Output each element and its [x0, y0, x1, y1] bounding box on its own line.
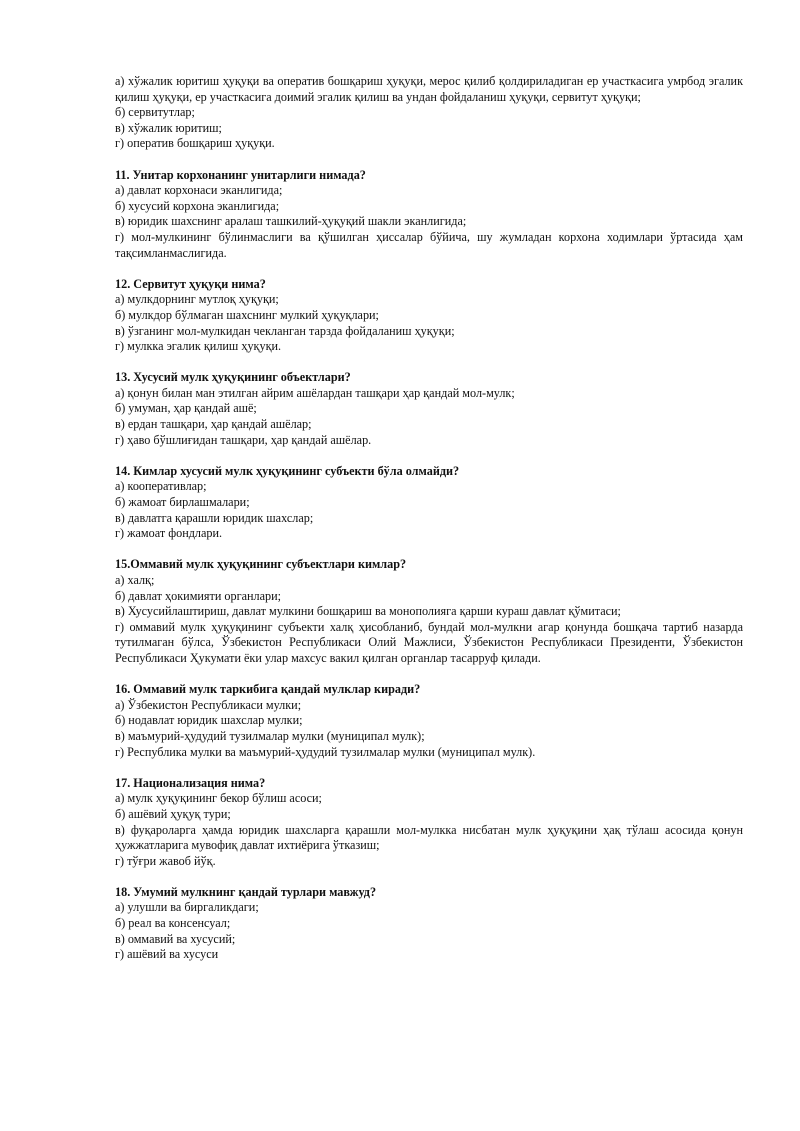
- option-c: в) Хусусийлаштириш, давлат мулкини бошқариш ва монополияга қарши кураш давлат қўмитаси;: [115, 604, 621, 619]
- question-title: 12. Сервитут ҳуқуқи нима?: [115, 276, 266, 291]
- question-18: [115, 885, 743, 963]
- question-title: 18. Умумий мулкнинг қандай турлари мавжуд?: [115, 884, 377, 899]
- option-d: г) мулкка эгалик қилиш ҳуқуқи.: [115, 339, 282, 354]
- option-b: б) умуман, ҳар қандай ашё;: [115, 401, 257, 416]
- option-b: б) мулкдор бўлмаган шахснинг мулкий ҳуқуқлари;: [115, 307, 379, 322]
- option-c: в) хўжалик юритиш;: [115, 120, 222, 135]
- question-15: [115, 557, 743, 666]
- question-14: [115, 464, 743, 542]
- option-c: в) фуқароларга ҳамда юридик шахсларга қарашли мол-мулкка нисбатан мулк ҳуқуқини ҳақ тўлаш асосида қонун ҳужжатларига мувофиқ давлат ихтиёрига ўтказиш;: [115, 822, 743, 853]
- question-13: [115, 370, 743, 448]
- option-b: б) ашёвий ҳуқуқ тури;: [115, 806, 231, 821]
- question-title: 17. Национализация нима?: [115, 775, 266, 790]
- option-d: г) оммавий мулк ҳуқуқининг субъекти халқ ҳисобланиб, бундай мол-мулкни агар қонунда бошқача тартиб назарда тутилмаган бўлса, Ўзбекистон Республикаси Олий Мажлиси, Ўзбекистон Республикаси Президенти, Ўзбекистон Республикаси Ҳукумати ёки улар махсус вакил қилган органлар тасарруф қилади.: [115, 619, 743, 665]
- option-a: а) Ўзбекистон Республикаси мулки;: [115, 697, 302, 712]
- document-page: [115, 74, 743, 978]
- question-16: [115, 682, 743, 760]
- option-b: б) хусусий корхона эканлигида;: [115, 198, 280, 213]
- option-d: г) мол-мулкининг бўлинмаслиги ва қўшилган ҳиссалар бўйича, шу жумладан корхона ходимлари ўртасида ҳам тақсимланмаслигида.: [115, 229, 743, 260]
- option-a: а) улушли ва биргаликдаги;: [115, 900, 259, 915]
- question-17: [115, 776, 743, 870]
- option-c: в) ердан ташқари, ҳар қандай ашёлар;: [115, 417, 312, 432]
- option-c: в) давлатга қарашли юридик шахслар;: [115, 510, 314, 525]
- question-12: [115, 277, 743, 355]
- option-d: г) ашёвий ва хусуси: [115, 947, 219, 962]
- question-title: 15.Оммавий мулк ҳуқуқининг субъектлари кимлар?: [115, 557, 407, 572]
- question-title: 13. Хусусий мулк ҳуқуқининг объектлари?: [115, 370, 351, 385]
- question-title: 11. Унитар корхонанинг унитарлиги нимада?: [115, 167, 366, 182]
- option-d: г) оператив бошқариш ҳуқуқи.: [115, 136, 275, 151]
- intro-block: [115, 74, 743, 152]
- option-d: г) жамоат фондлари.: [115, 526, 223, 541]
- option-b: б) сервитутлар;: [115, 105, 195, 120]
- option-d: г) ҳаво бўшлиғидан ташқари, ҳар қандай ашёлар.: [115, 432, 372, 447]
- option-d: г) Республика мулки ва маъмурий-ҳудудий тузилмалар мулки (муниципал мулк).: [115, 744, 536, 759]
- option-d: г) тўғри жавоб йўқ.: [115, 853, 216, 868]
- option-a: а) халқ;: [115, 573, 155, 587]
- option-a: а) давлат корхонаси эканлигида;: [115, 183, 283, 198]
- option-a: а) кооперативлар;: [115, 479, 207, 494]
- question-11: [115, 168, 743, 262]
- option-c: в) оммавий ва хусусий;: [115, 931, 236, 946]
- option-c: в) маъмурий-ҳудудий тузилмалар мулки (муниципал мулк);: [115, 728, 425, 743]
- option-c: в) ўзганинг мол-мулкидан чекланган тарзда фойдаланиш ҳуқуқи;: [115, 323, 455, 338]
- option-b: б) реал ва консенсуал;: [115, 916, 231, 931]
- option-a: а) хўжалик юритиш ҳуқуқи ва оператив бошқариш ҳуқуқи, мерос қилиб қолдириладиган ер участкасига умрбод эгалик қилиш ҳуқуқи, ер участкасига доимий эгалик қилиш ва ундан фойдаланиш ҳуқуқи, сервитут ҳуқуқи;: [115, 74, 743, 104]
- option-b: б) нодавлат юридик шахслар мулки;: [115, 713, 303, 728]
- question-title: 14. Кимлар хусусий мулк ҳуқуқининг субъекти бўла олмайди?: [115, 463, 460, 478]
- question-title: 16. Оммавий мулк таркибига қандай мулклар киради?: [115, 682, 421, 697]
- option-b: б) жамоат бирлашмалари;: [115, 495, 250, 510]
- option-a: а) мулкдорнинг мутлоқ ҳуқуқи;: [115, 292, 279, 307]
- option-c: в) юридик шахснинг аралаш ташкилий-ҳуқуқий шакли эканлигида;: [115, 214, 467, 229]
- option-a: а) мулк ҳуқуқининг бекор бўлиш асоси;: [115, 791, 322, 806]
- option-b: б) давлат ҳокимияти органлари;: [115, 588, 282, 603]
- option-a: а) қонун билан ман этилган айрим ашёлардан ташқари ҳар қандай мол-мулк;: [115, 385, 515, 400]
